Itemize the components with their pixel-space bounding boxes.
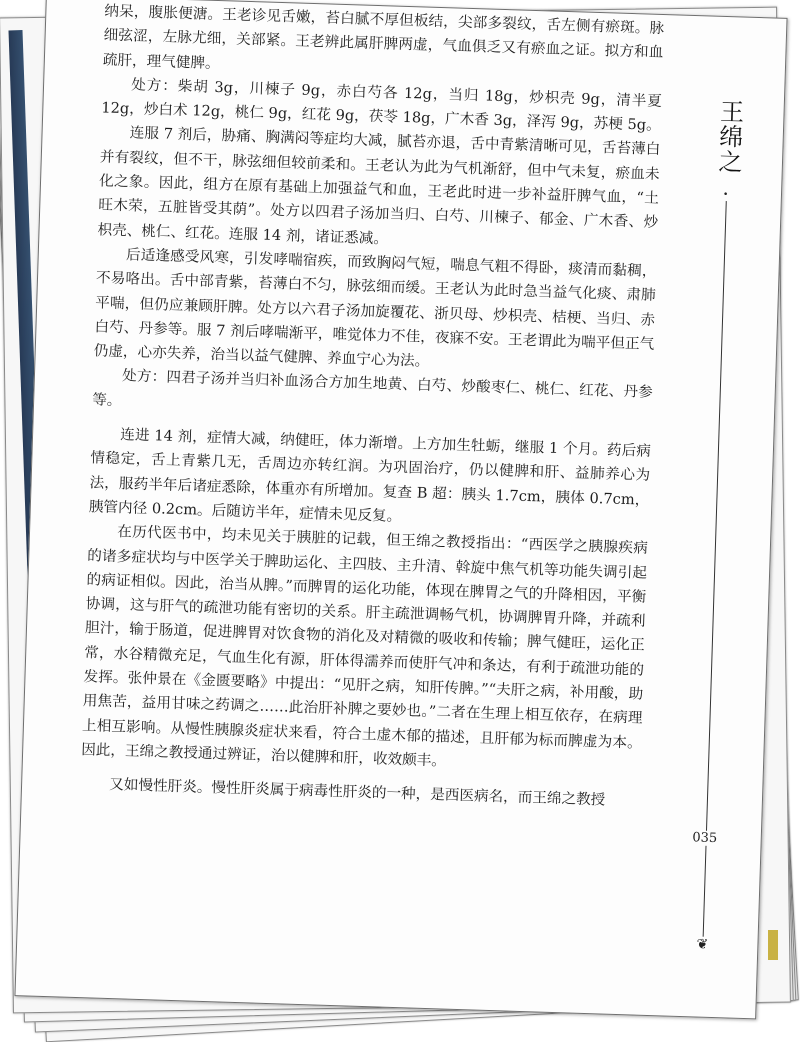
body-text xyxy=(80,0,665,814)
paragraph: 纳呆，腹胀便溏。王老诊见舌嫩，苔白腻不厚但板结，尖部多裂纹，舌左侧有瘀斑。脉细弦涩，左脉尤细，关部紧。王老辨此属肝脾两虚，气血俱乏又有瘀血之证。拟方和血疏肝，理气健脾。 xyxy=(102,2,665,72)
paragraph: 在历代医书中，均未见关于胰脏的记载，但王绵之教授指出：“西医学之胰腺疾病的诸多症状均与中医学关于脾助运化、主四肢、主升清、斡旋中焦气机等功能失调引起的病证相似。因此，治当从脾。”而脾胃的运化功能，体现在脾胃之气的升降相因，平衡协调，这与肝气的疏泄功能有密切的关系。肝主疏泄调畅气机，协调脾胃升降，并疏利胆汁，输于肠道，促进脾胃对饮食物的消化及对精微的吸收和传输；脾气健旺，运化正常，水谷精微充足，气血生化有源，肝体得濡养而使肝气冲和条达，有利于疏泄功能的发挥。张仲景在《金匮要略》中提出：“见肝之病，知肝传脾。”“夫肝之病，补用酸，助用焦苦，益用甘味之药调之……此治肝补脾之要妙也。”二者在生理上相互依存，在病理上相互影响。从慢性胰腺炎症状来看，符合土虚木郁的描述，且肝郁为标而脾虚为本。因此，王绵之教授通过辨证，治以健脾和肝，收效颇丰。 xyxy=(80,523,649,770)
paragraph: 处方：四君子汤并当归补血汤合方加生地黄、白芍、炒酸枣仁、桃仁、红花、丹参等。 xyxy=(91,367,653,409)
paragraph: 连进 14 剂，症情大减，纳健旺，体力渐增。上方加生牡蛎，继服 1 个月。药后病情稳定，舌上青紫几无，舌周边亦转红润。为巩固治疗，仍以健脾和肝、益肺养心为法，服药半年后诸症悉除，体重亦有所增加。复查 B 超：胰头 1.7cm，胰体 0.7cm，胰管内径 0.2cm。后随访半年，症情未见反复。 xyxy=(88,426,652,525)
running-title: 王绵之 xyxy=(713,98,744,175)
title-dots: • xyxy=(722,189,729,201)
book-cover-edge-accent xyxy=(768,930,778,960)
paragraph: 处方：柴胡 3g，川楝子 9g，赤白芍各 12g，当归 18g，炒枳壳 9g，清半夏 12g，炒白术 12g，桃仁 9g，红花 9g，茯苓 18g，广木香 3g，泽泻 9g，苏梗 5g。 xyxy=(101,76,663,135)
paragraph: 连服 7 剂后，胁痛、胸满闷等症均大减，腻苔亦退，舌中青紫清晰可见，舌苔薄白并有裂纹，但不干，脉弦细但较前柔和。王老认为此为气机渐舒，但中气未复，瘀血未化之象。因此，组方在原有基础上加强益气和血，王老此时进一步补益肝脾气血，“土旺木荣，五脏皆受其荫”。处方以四君子汤加当归、白芍、川楝子、郁金、广木香、炒枳壳、桃仁、红花。连服 14 剂，诸证悉减。 xyxy=(97,124,661,248)
ornament-icon: ❦ xyxy=(691,936,713,953)
paragraph: 又如慢性肝炎。慢性肝炎属于病毒性肝炎的一种，是西医病名，而王绵之教授 xyxy=(109,776,606,809)
book-page xyxy=(14,0,787,1019)
page-number: 035 xyxy=(689,830,721,846)
paragraph: 后适逢感受风寒，引发哮喘宿疾，而致胸闷气短，喘息气粗不得卧，痰清而黏稠，不易咯出。舌中部青紫，苔薄白不匀，脉弦细而缓。王老认为此时急当益气化痰、肃肺平喘，但仍应兼顾肝脾。处方以六君子汤加旋覆花、浙贝母、炒枳壳、桔梗、当归、赤白芍、丹参等。服 7 剂后哮喘渐平，唯觉体力不佳，夜寐不安。王老谓此为喘平但正气仍虚，心亦失养，治当以益气健脾、养血宁心为法。 xyxy=(93,246,657,370)
